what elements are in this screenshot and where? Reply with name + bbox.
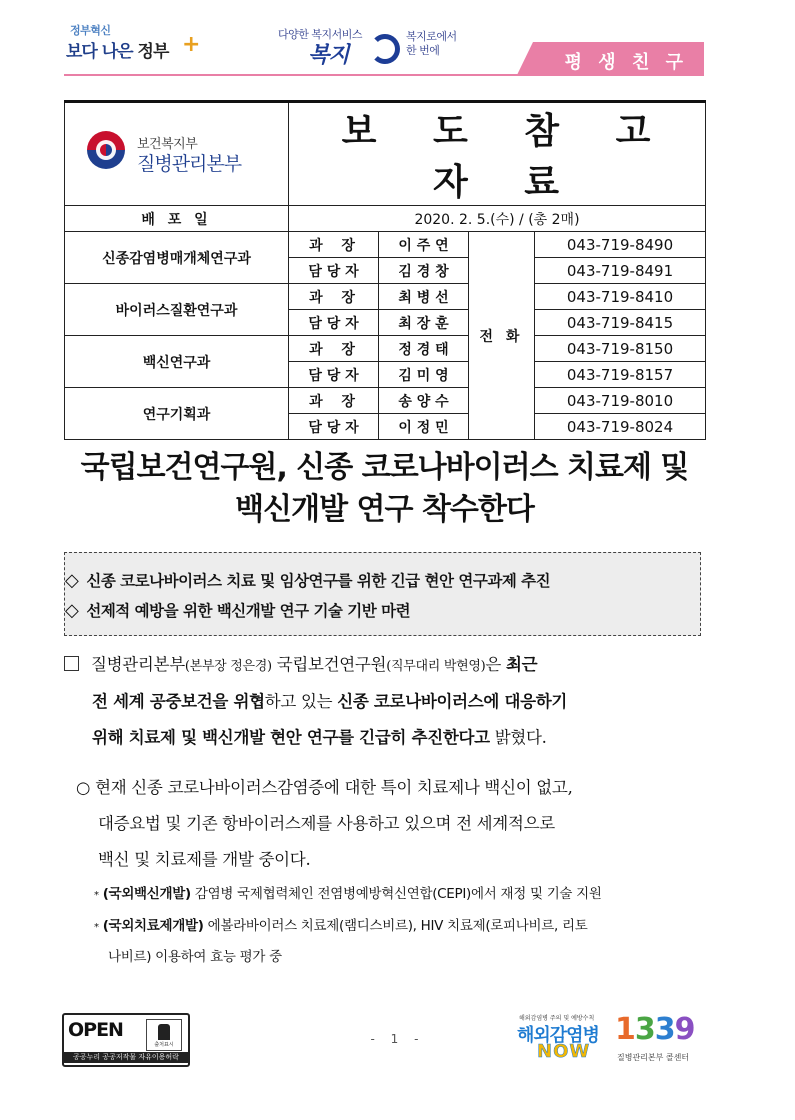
contact-name: 송 양 수 [379, 388, 469, 414]
bokjiro-right-text: 복지로에서 한 번에 [406, 30, 457, 57]
phone-number: 043-719-8491 [535, 258, 706, 284]
banner-divider [64, 74, 704, 76]
phone-number: 043-719-8157 [535, 362, 706, 388]
paragraph-1-line-1: 질병관리본부(본부장 정은경) 국립보건연구원(직무대리 박현영)은 최근 [64, 651, 705, 675]
phone-number: 043-719-8024 [535, 414, 706, 440]
paragraph-1-line-3: 위해 치료제 및 백신개발 현안 연구를 긴급히 추진한다고 밝혔다. [92, 728, 547, 747]
hotline-number: 1339 [615, 1012, 695, 1047]
note-treatment-line-2: 나비르) 이용하여 효능 평가 중 [108, 949, 282, 965]
department-name: 신종감염병매개체연구과 [65, 232, 289, 284]
contact-name: 김 경 창 [379, 258, 469, 284]
headline-line-2: 백신개발 연구 착수한다 [235, 492, 534, 527]
release-date-value: 2020. 2. 5.(수) / (총 2매) [289, 206, 706, 232]
role: 과 장 [289, 232, 379, 258]
role: 담 당 자 [289, 258, 379, 284]
checkbox-square-icon [64, 656, 79, 671]
agency-name: 질병관리본부 [137, 153, 242, 175]
hotline-caption: 질병관리본부 콜센터 [617, 1053, 690, 1062]
page-number: - 1 - [370, 1032, 425, 1046]
contact-name: 최 병 선 [379, 284, 469, 310]
lifelong-friend-tag: 평 생 친 구 [533, 42, 704, 75]
government-innovation-logo [64, 20, 201, 66]
bokjiro-logo [278, 20, 458, 66]
paragraph-1-line-2: 전 세계 공중보건을 위협하고 있는 신종 코로나바이러스에 대응하기 [92, 692, 568, 711]
taegeuk-emblem-icon [87, 131, 125, 169]
role: 과 장 [289, 336, 379, 362]
contact-name: 최 장 훈 [379, 310, 469, 336]
headline-line-1: 국립보건연구원, 신종 코로나바이러스 치료제 및 [80, 450, 689, 485]
contact-name: 정 경 태 [379, 336, 469, 362]
contact-name: 이 주 연 [379, 232, 469, 258]
contact-name: 이 정 민 [379, 414, 469, 440]
open-caption: 공공누리 공공저작물 자유이용허락 [64, 1052, 188, 1063]
logo-small-text: 정부혁신 [70, 24, 111, 37]
ring-icon [370, 34, 400, 64]
department-name: 바이러스질환연구과 [65, 284, 289, 336]
logo-big-text: 보다 나은 정부 [66, 42, 169, 62]
note-vaccine: * (국외백신개발) 감염병 국제협력체인 전염병예방혁신연합(CEPI)에서 재정 및 기술 지원 [94, 886, 602, 902]
role: 과 장 [289, 284, 379, 310]
diamond-icon: ◇ [65, 600, 79, 621]
paragraph-2-line-2: 대증요법 및 기존 항바이러스제를 사용하고 있으며 전 세계적으로 [98, 814, 555, 833]
agency-brand-cell [65, 102, 289, 206]
paragraph-2-line-1: ○ 현재 신종 코로나바이러스감염증에 대한 특이 치료제나 백신이 없고, [76, 778, 573, 797]
paragraph-2-line-3: 백신 및 치료제를 개발 중이다. [98, 850, 311, 869]
open-word: OPEN [68, 1019, 123, 1041]
diamond-icon: ◇ [65, 570, 79, 591]
summary-item: ◇ 선제적 예방을 위한 백신개발 연구 기술 기반 마련 [65, 600, 411, 621]
circle-bullet-icon: ○ [76, 778, 91, 797]
role: 과 장 [289, 388, 379, 414]
phone-number: 043-719-8150 [535, 336, 706, 362]
headline [64, 447, 705, 531]
summary-item: ◇ 신종 코로나바이러스 치료 및 임상연구를 위한 긴급 현안 연구과제 추진 [65, 570, 551, 591]
bokjiro-small-text: 다양한 복지서비스 [278, 28, 363, 41]
release-date-label: 배 포 일 [65, 206, 289, 232]
phone-number: 043-719-8490 [535, 232, 706, 258]
bokjiro-big-text: 복지 [308, 43, 349, 68]
note-treatment: * (국외치료제개발) 에볼라바이러스 치료제(램디스비르), HIV 치료제(로피나비르, 리토 [94, 918, 588, 934]
phone-label: 전 화 [469, 232, 535, 440]
document-title: 보 도 참 고 자 료 [289, 102, 706, 206]
role: 담 당 자 [289, 362, 379, 388]
role: 담 당 자 [289, 414, 379, 440]
press-info-table [64, 100, 706, 440]
contact-name: 김 미 영 [379, 362, 469, 388]
role: 담 당 자 [289, 310, 379, 336]
phone-number: 043-719-8010 [535, 388, 706, 414]
hotline-1339-logo [615, 1012, 707, 1066]
attribution-box: 출처표시 [146, 1019, 182, 1051]
phone-number: 043-719-8415 [535, 310, 706, 336]
ministry-name: 보건복지부 [137, 137, 198, 152]
department-name: 연구기획과 [65, 388, 289, 440]
summary-box [64, 552, 701, 636]
department-name: 백신연구과 [65, 336, 289, 388]
plus-icon: + [182, 32, 201, 57]
phone-number: 043-719-8410 [535, 284, 706, 310]
overseas-infection-now-logo: 해외감염병 주의 및 예방수칙 해외감염병 NOW [517, 1015, 599, 1062]
